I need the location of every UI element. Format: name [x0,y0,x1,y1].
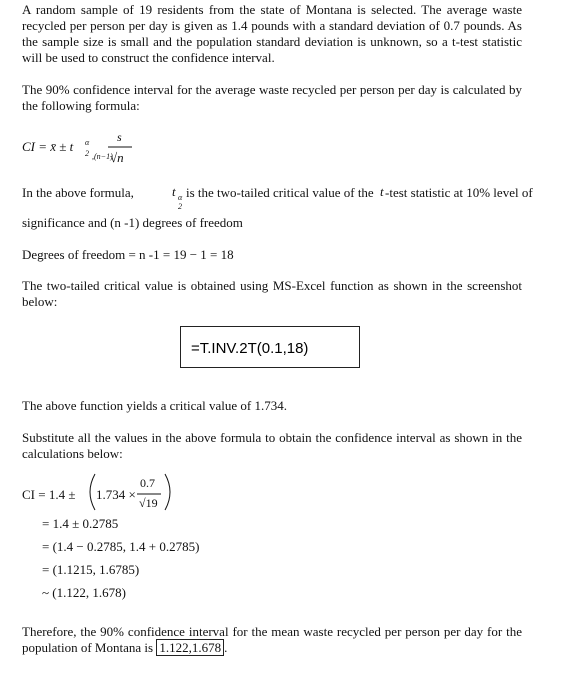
degrees-of-freedom: Degrees of freedom = n -1 = 19 − 1 = 18 [22,247,234,262]
answer-box: 1.122,1.678 [156,639,224,656]
calc-step1: = 1.4 ± 0.2785 [42,516,119,531]
crit-alpha: α [178,193,183,202]
crit-t2: t [380,184,384,199]
formula-lhs: CI = x̄ ± t [22,139,74,154]
excel-formula: =T.INV.2T(0.1,18) [191,340,309,357]
calc-step2: = (1.4 − 0.2785, 1.4 + 0.2785) [42,539,200,554]
calc-denominator: √19 [139,496,158,510]
formula-denominator: √n [110,150,124,165]
crit-part1: In the above formula, [22,185,134,200]
conclusion-paragraph: Therefore, the 90% confidence interval for the mean waste recycled per person per day for the population of Montana is 1.122,1.678 . [22,624,522,655]
calc-fraction-bar [137,493,161,495]
crit-line2: significance and (n -1) degrees of freedom [22,215,243,230]
formula-sub-two: 2 [85,149,89,158]
calc-step3: = (1.1215, 1.6785) [42,562,140,577]
formula-sub-alpha: α [85,138,90,147]
formula-fraction-bar [108,146,132,148]
crit-two: 2 [178,202,182,211]
formula-numerator: s [117,130,122,144]
calc-lhs: CI = 1.4 ± [22,487,76,502]
formula-sub-df: ,(n−1) [92,152,113,161]
excel-screenshot [180,326,360,368]
intro-paragraph: A random sample of 19 residents from the state of Montana is selected. The average waste recycled per person per day is given as 1.4 pounds with a standard deviation of 0.7 pounds. As the sample size is small and the population standard deviation is unknown, so a t-test statistic will be used to construct the confidence interval. [22,2,522,65]
conclusion-text: Therefore, the 90% confidence interval for the mean waste recycled per person per day for the population of Montana is [22,624,522,655]
calc-numerator: 0.7 [140,476,155,490]
crit-part2: is the two-tailed critical value of the [186,185,374,200]
calc-step4: ~ (1.122, 1.678) [42,585,126,600]
crit-part3: -test statistic at 10% level of [385,185,533,200]
crit-t: t [172,184,176,199]
substitute-paragraph: Substitute all the values in the above formula to obtain the confidence interval as shown in the calculations below: [22,430,522,461]
ci-intro-paragraph: The 90% confidence interval for the average waste recycled per person per day is calculated by the following formula: [22,82,522,113]
calc-multiplier: 1.734 × [96,487,136,502]
yields-line: The above function yields a critical value of 1.734. [22,398,287,413]
excel-intro-paragraph: The two-tailed critical value is obtained using MS-Excel function as shown in the screenshot below: [22,278,522,309]
